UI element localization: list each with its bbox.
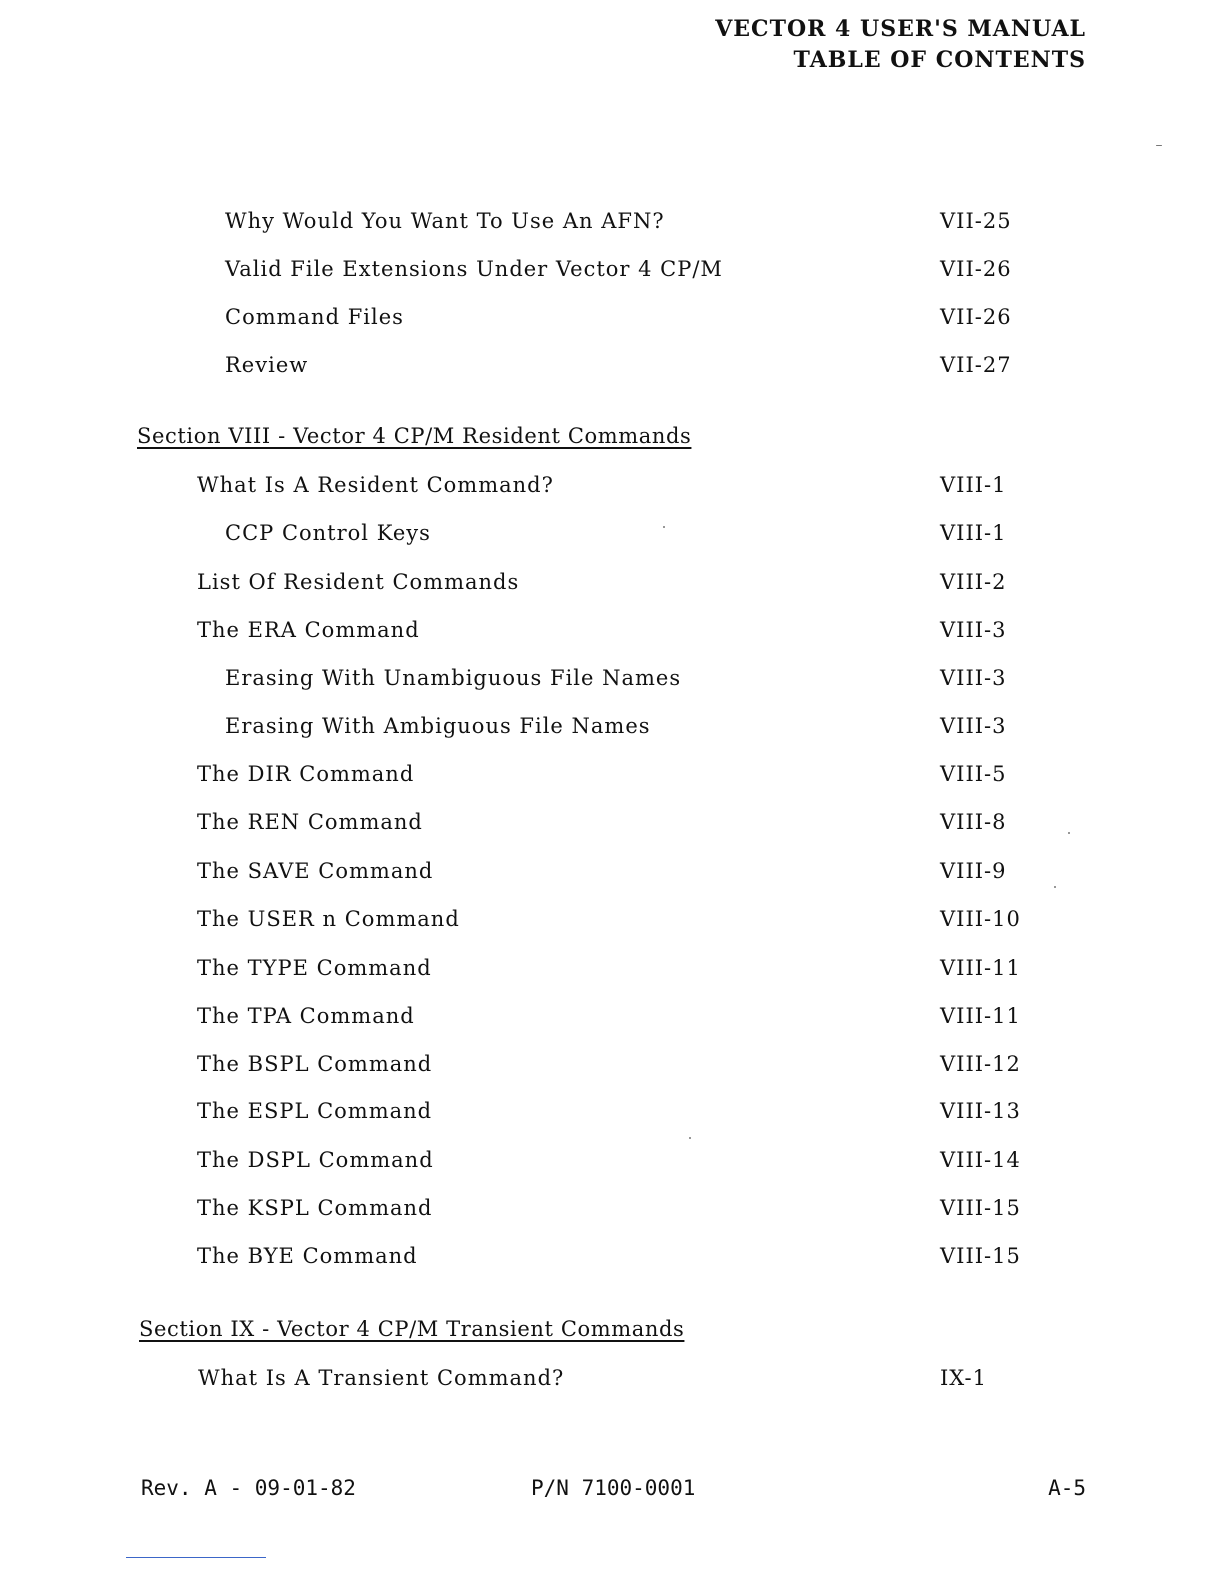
toc-entry-title: List Of Resident Commands — [197, 570, 520, 594]
toc-entry-title: The TPA Command — [197, 1004, 415, 1028]
toc-entry-page: VIII-11 — [940, 1004, 1021, 1028]
section-viii-heading: Section VIII - Vector 4 CP/M Resident Commands — [137, 424, 692, 448]
toc-entry-page: VIII-5 — [940, 762, 1007, 786]
toc-entry-title: The BYE Command — [197, 1244, 418, 1268]
toc-entry-title: The SAVE Command — [197, 859, 434, 883]
toc-entry-page: VII-26 — [940, 305, 1012, 329]
footer-part-number: P/N 7100-0001 — [531, 1476, 696, 1500]
toc-entry-page: VIII-11 — [940, 956, 1021, 980]
toc-entry-title: Why Would You Want To Use An AFN? — [225, 209, 665, 233]
footer-page-number: A-5 — [1048, 1476, 1086, 1500]
toc-entry-title: Review — [225, 353, 309, 377]
toc-entry-page: VIII-3 — [940, 666, 1007, 690]
toc-entry-page: VIII-1 — [940, 473, 1007, 497]
toc-entry-page: VIII-2 — [940, 570, 1007, 594]
toc-entry-page: VII-26 — [940, 257, 1012, 281]
toc-entry-title: The ERA Command — [197, 618, 420, 642]
toc-entry-title: The REN Command — [197, 810, 423, 834]
toc-entry-page: VIII-14 — [940, 1148, 1021, 1172]
toc-entry-title: Valid File Extensions Under Vector 4 CP/M — [225, 257, 723, 281]
toc-title: TABLE OF CONTENTS — [793, 47, 1086, 73]
toc-entry-page: VIII-1 — [940, 521, 1007, 545]
toc-entry-page: VIII-3 — [940, 714, 1007, 738]
toc-entry-title: Erasing With Ambiguous File Names — [225, 714, 651, 738]
toc-entry-title: The ESPL Command — [197, 1099, 433, 1123]
toc-entry-page: VIII-12 — [940, 1052, 1021, 1076]
toc-entry-page: VIII-8 — [940, 810, 1007, 834]
scan-speck — [1054, 886, 1056, 888]
scan-artifact-line — [126, 1557, 266, 1558]
toc-entry-page: VIII-15 — [940, 1244, 1021, 1268]
scan-speck — [689, 1137, 691, 1139]
section-ix-heading: Section IX - Vector 4 CP/M Transient Commands — [139, 1317, 685, 1341]
toc-entry-title: What Is A Transient Command? — [198, 1366, 565, 1390]
toc-entry-page: VII-27 — [940, 353, 1012, 377]
toc-entry-page: IX-1 — [940, 1366, 987, 1390]
scan-speck — [1156, 145, 1162, 146]
toc-entry-title: The DSPL Command — [197, 1148, 434, 1172]
scan-speck — [663, 526, 665, 528]
footer-revision: Rev. A - 09-01-82 — [141, 1476, 356, 1500]
manual-title: VECTOR 4 USER'S MANUAL — [715, 16, 1086, 42]
toc-entry-page: VIII-10 — [940, 907, 1021, 931]
scan-speck — [1068, 832, 1070, 834]
toc-entry-title: The USER n Command — [197, 907, 460, 931]
toc-entry-title: Command Files — [225, 305, 404, 329]
toc-entry-page: VIII-9 — [940, 859, 1007, 883]
toc-entry-page: VIII-15 — [940, 1196, 1021, 1220]
toc-entry-page: VIII-3 — [940, 618, 1007, 642]
toc-entry-page: VIII-13 — [940, 1099, 1021, 1123]
toc-entry-title: CCP Control Keys — [225, 521, 431, 545]
toc-entry-title: The KSPL Command — [197, 1196, 433, 1220]
toc-entry-title: The TYPE Command — [197, 956, 432, 980]
toc-entry-title: Erasing With Unambiguous File Names — [225, 666, 682, 690]
toc-entry-title: What Is A Resident Command? — [197, 473, 554, 497]
toc-entry-title: The DIR Command — [197, 762, 415, 786]
toc-entry-title: The BSPL Command — [197, 1052, 433, 1076]
toc-entry-page: VII-25 — [940, 209, 1012, 233]
